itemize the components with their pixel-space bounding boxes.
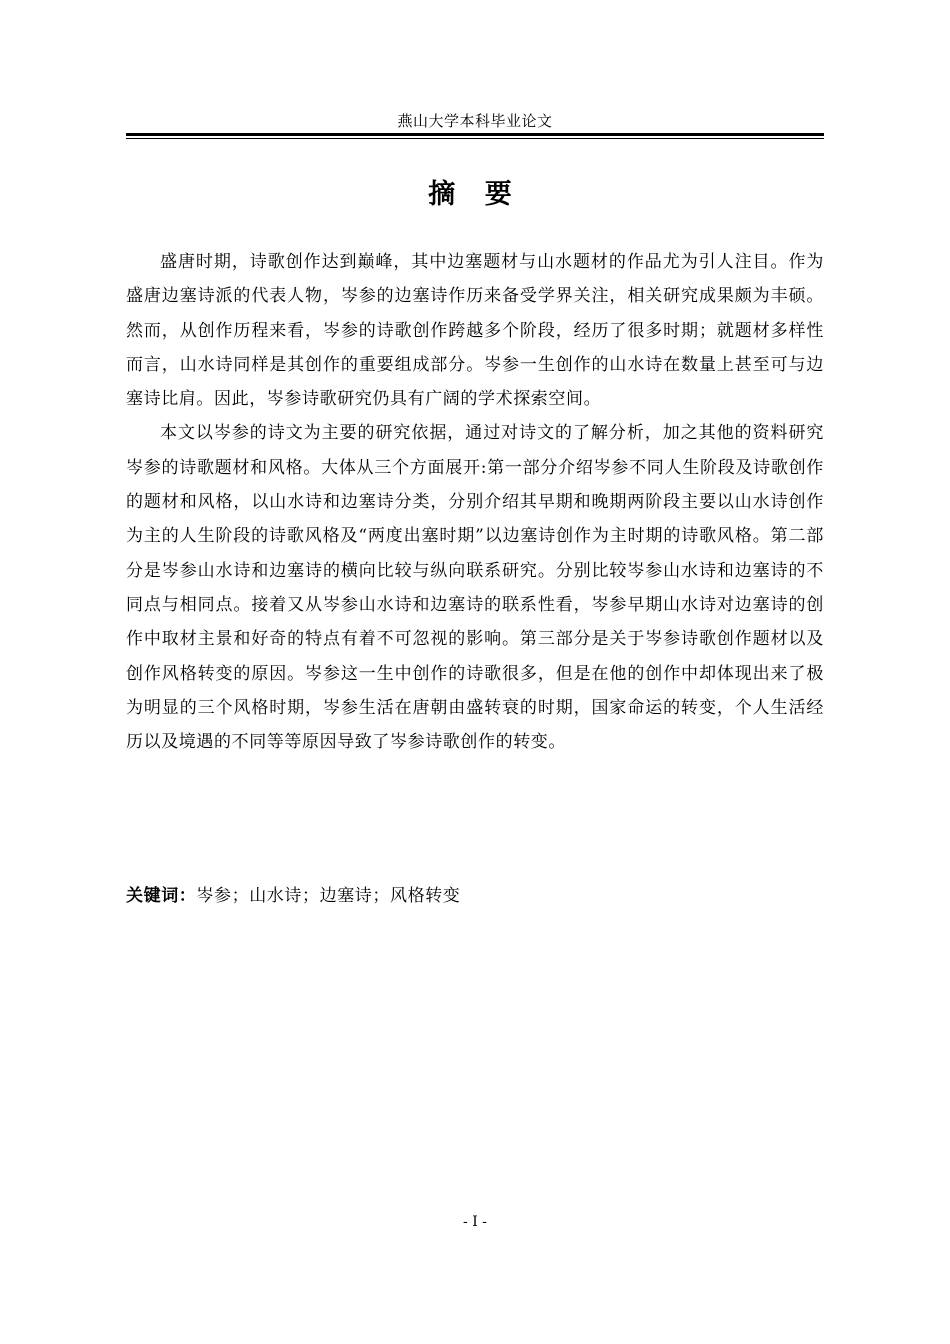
page-number: - I - <box>463 1214 487 1230</box>
keywords-label: 关键词： <box>126 886 197 906</box>
header-rule-thin <box>126 138 824 139</box>
abstract-title: 摘 要 <box>428 179 522 210</box>
running-header: 燕山大学本科毕业论文 <box>397 112 553 130</box>
abstract-paragraph-2: 本文以岑参的诗文为主要的研究依据，通过对诗文的了解分析，加之其他的资料研究岑参的诗歌题材和风格。大体从三个方面展开:第一部分介绍岑参不同人生阶段及诗歌创作的题材和风格，以山水诗和边塞诗分类，分别介绍其早期和晚期两阶段主要以山水诗创作为主的人生阶段的诗歌风格及“两度出塞时期”以边塞诗创作为主时期的诗歌风格。第二部分是岑参山水诗和边塞诗的横向比较与纵向联系研究。分别比较岑参山水诗和边塞诗的不同点与相同点。接着又从岑参山水诗和边塞诗的联系性看，岑参早期山水诗对边塞诗的创作中取材主景和好奇的特点有着不可忽视的影响。第三部分是关于岑参诗歌创作题材以及创作风格转变的原因。岑参这一生中创作的诗歌很多，但是在他的创作中却体现出来了极为明显的三个风格时期，岑参生活在唐朝由盛转衰的时期，国家命运的转变，个人生活经历以及境遇的不同等等原因导致了岑参诗歌创作的转变。 <box>126 423 824 753</box>
keywords-line <box>126 880 824 912</box>
keywords-text: 岑参；山水诗；边塞诗；风格转变 <box>196 886 461 906</box>
header-rule-thick <box>126 133 824 136</box>
abstract-paragraph-1: 盛唐时期，诗歌创作达到巅峰，其中边塞题材与山水题材的作品尤为引人注目。作为盛唐边塞诗派的代表人物，岑参的边塞诗作历来备受学界关注，相关研究成果颇为丰硕。然而，从创作历程来看，岑参的诗歌创作跨越多个阶段，经历了很多时期；就题材多样性而言，山水诗同样是其创作的重要组成部分。岑参一生创作的山水诗在数量上甚至可与边塞诗比肩。因此，岑参诗歌研究仍具有广阔的学术探索空间。 <box>126 252 824 410</box>
abstract-body <box>126 245 824 759</box>
